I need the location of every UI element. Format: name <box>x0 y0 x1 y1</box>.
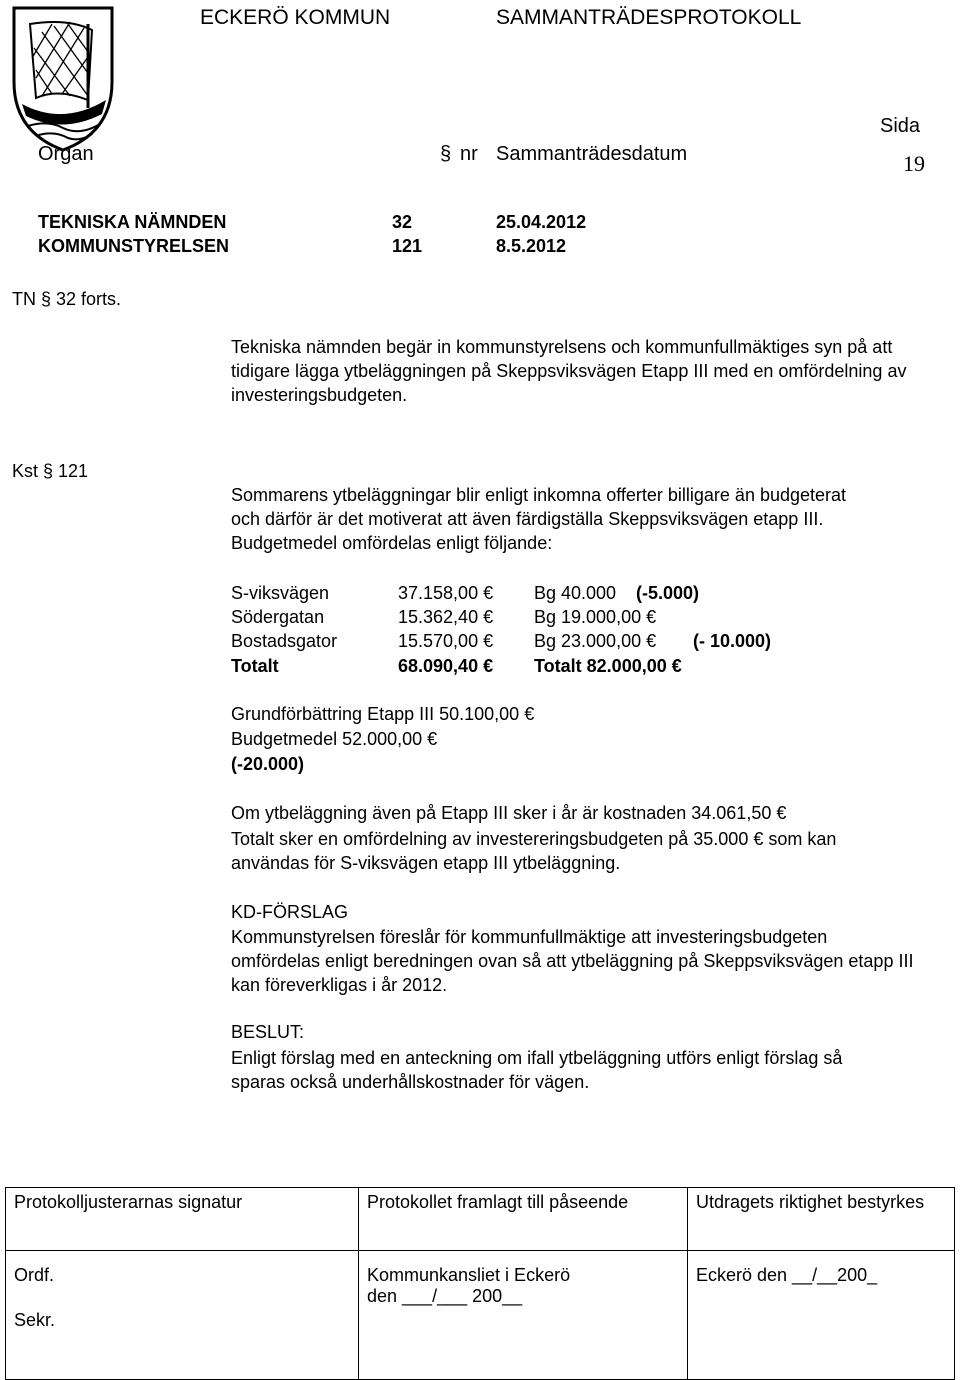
tn-section-reference: TN § 32 forts. <box>12 289 122 309</box>
signature-header: Protokolljusterarnas signatur <box>14 1192 243 1212</box>
nr-row-2: 121 <box>392 236 423 256</box>
signature-header-cell <box>6 1188 359 1251</box>
budget-row-name: Bostadsgator <box>231 631 338 651</box>
certification-header-cell <box>688 1188 955 1251</box>
beslut-paragraph: Enligt förslag med en anteckning om ifall ytbeläggning utförs enligt förslag så sparas också underhållskostnader för vägen. <box>231 1048 843 1092</box>
kst-section-reference: Kst § 121 <box>12 461 89 481</box>
intro-paragraph: Tekniska nämnden begär in kommunstyrelsens och kommunfullmäktiges syn på att tidigare lägga ytbeläggningen på Skeppsviksvägen Etapp III med en omfördelning av investeringsbudgeten. <box>231 337 907 405</box>
budget-total-amount: 68.090,40 € <box>398 656 494 676</box>
budget-row-bg: Bg 40.000 <box>534 583 617 603</box>
organ-label: Organ <box>38 143 94 165</box>
section-symbol: § <box>440 143 452 165</box>
date-row-1: 25.04.2012 <box>496 212 587 232</box>
budget-row-name: Södergatan <box>231 607 325 627</box>
beslut-title: BESLUT: <box>231 1022 305 1042</box>
budget-row-amount: 15.570,00 € <box>398 631 494 651</box>
certification-cell <box>688 1251 955 1380</box>
publication-place: Kommunkansliet i Eckerö <box>367 1265 571 1285</box>
date-row-2: 8.5.2012 <box>496 236 567 256</box>
budget-row-name: S-viksvägen <box>231 583 330 603</box>
budget-total-name: Totalt <box>231 656 279 676</box>
signature-table <box>5 1187 955 1380</box>
publication-header: Protokollet framlagt till påseende <box>367 1192 629 1212</box>
certification-place-date: Eckerö den __/__200_ <box>696 1265 878 1285</box>
cost-line: Om ytbeläggning även på Etapp III sker i år är kostnaden 34.061,50 € <box>231 803 787 823</box>
certification-header: Utdragets riktighet bestyrkes <box>696 1192 925 1212</box>
municipality-name: ECKERÖ KOMMUN <box>200 6 391 29</box>
budget-row-bg: Bg 19.000,00 € <box>534 607 657 627</box>
document-type: SAMMANTRÄDESPROTOKOLL <box>496 6 802 29</box>
budget-row-diff: (-5.000) <box>636 583 700 603</box>
organ-row-2: KOMMUNSTYRELSEN <box>38 236 230 256</box>
summer-paragraph: Sommarens ytbeläggningar blir enligt inkomna offerter billigare än budgeterat och därför är det motiverat att även färdigställa Skeppsviksvägen etapp III. Budgetmedel omfördelas enligt följande: <box>231 485 847 553</box>
nr-row-1: 32 <box>392 212 413 232</box>
difference-line: (-20.000) <box>231 754 305 774</box>
page-number: 19 <box>903 151 925 176</box>
budget-row-amount: 37.158,00 € <box>398 583 494 603</box>
page-label: Sida <box>880 115 921 137</box>
budgetmedel-line: Budgetmedel 52.000,00 € <box>231 729 438 749</box>
redistribution-paragraph: Totalt sker en omfördelning av investereringsbudgeten på 35.000 € som kan användas för S-viksvägen etapp III ytbeläggning. <box>231 829 837 873</box>
municipal-coat-of-arms-logo <box>8 4 118 152</box>
kd-title: KD-FÖRSLAG <box>231 902 349 922</box>
budget-row-bg: Bg 23.000,00 € <box>534 631 657 651</box>
organ-row-1: TEKNISKA NÄMNDEN <box>38 212 227 232</box>
publication-date: den ___/___ 200__ <box>367 1286 523 1306</box>
budget-row-amount: 15.362,40 € <box>398 607 494 627</box>
date-label: Sammanträdesdatum <box>496 143 688 165</box>
chair-label: Ordf. <box>14 1265 55 1285</box>
nr-label: nr <box>460 143 478 165</box>
signature-cell <box>6 1251 359 1380</box>
publication-header-cell <box>359 1188 688 1251</box>
grund-line: Grundförbättring Etapp III 50.100,00 € <box>231 704 535 724</box>
budget-row-diff: (- 10.000) <box>693 631 772 651</box>
publication-cell <box>359 1251 688 1380</box>
secretary-label: Sekr. <box>14 1310 56 1330</box>
kd-paragraph: Kommunstyrelsen föreslår för kommunfullmäktige att investeringsbudgeten omfördelas enligt beredningen ovan så att ytbeläggning på Skeppsviksvägen etapp III kan föreverkligas i år 2012. <box>231 927 914 995</box>
budget-total-bg: Totalt 82.000,00 € <box>534 656 682 676</box>
